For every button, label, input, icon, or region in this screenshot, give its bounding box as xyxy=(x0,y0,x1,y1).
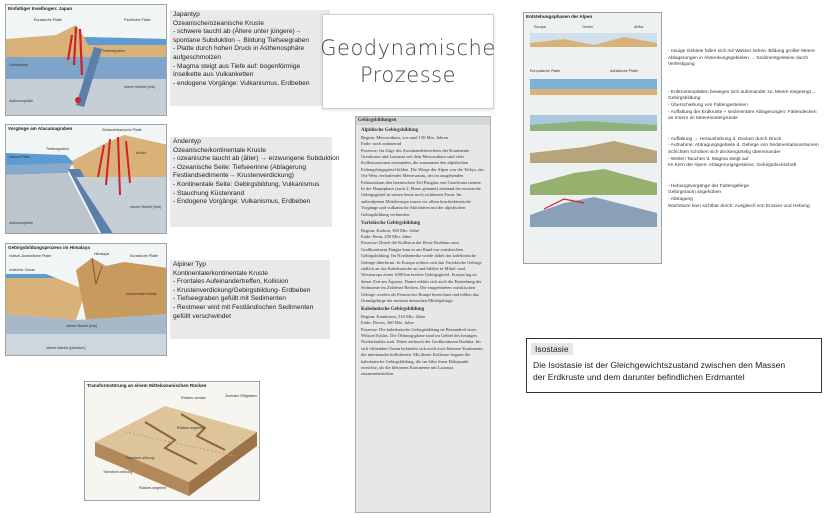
note-line: - neuige Gebiete fallen sich mit Wasser sehen: Bildung großer Meere xyxy=(668,49,815,54)
figure-label: Indischer Ozean xyxy=(9,268,36,272)
note-line: - Kontinentale Seite: Gebirgsbildung, Vulkanismus xyxy=(173,180,320,188)
figure-japan xyxy=(5,4,167,116)
note-line: gefüllt verschwindet xyxy=(173,312,231,320)
note-line: - Magma steigt aus Tiefe auf: bogenförmige xyxy=(173,62,301,70)
title-card xyxy=(322,14,494,109)
note-line: - Frontales Aufeinandertreffen, Kollision xyxy=(173,278,289,286)
section-line: Ende: noch andauernd xyxy=(361,141,402,147)
figure-himalaya xyxy=(5,243,167,356)
note-himalaya xyxy=(170,260,330,339)
figure-label: Ozean xyxy=(582,25,593,29)
figure-label: Tiefseegraben xyxy=(46,147,69,151)
figure-label: Tiefseegraben xyxy=(102,49,125,53)
isostasie-line: der Erdkruste und dem darunter befindlichen Erdmantel xyxy=(533,372,745,382)
note-line: Ozeanische/kontinentale Kruste xyxy=(173,146,267,154)
section-line: Ende: Perm, 250 Mio. Jahre xyxy=(361,233,412,239)
section-line: Ende: Devon, 360 Mio. Jahre xyxy=(361,320,414,326)
note-line: Ablagerungen in Absenkungsgebieten → Sedimentgesteine durch xyxy=(668,55,809,61)
note-line: Alpiner Typ xyxy=(173,261,206,268)
text-column xyxy=(355,116,491,513)
note-line: Andentyp xyxy=(173,138,201,145)
note-line: Im Kern der Alpen: Ablagerungsgesteine, Gebirgsdeckschaft xyxy=(668,163,797,169)
note-line: - Restmeer wird mit Festländischen Sedimenten xyxy=(173,303,314,311)
note-line: Japantyp xyxy=(173,11,200,18)
himalaya-illustration xyxy=(6,244,167,356)
alps-illustration xyxy=(524,13,662,264)
note-line: - Tiefseegraben gefüllt mit Sedimenten xyxy=(173,295,286,303)
section-line: Beginn: Karbon, 360 Mio. Jahre xyxy=(361,227,420,233)
note-line: - Weiten Tauchen d. Magma steigt auf xyxy=(668,156,749,162)
figure-label: Zentraler Riftgraben xyxy=(225,394,257,398)
figure-caption: Vorgänge am Atacamagraben xyxy=(8,126,73,131)
note-line: - Stauchung Küstenrand xyxy=(173,189,245,197)
figure-label: Rücken-segment xyxy=(177,426,205,430)
figure-label: Adriatische Platte xyxy=(610,69,638,73)
figure-label: oberer Mantel (fest) xyxy=(66,324,98,328)
note-line: - schwere taucht ab (Ältere unter jüngere)→ xyxy=(173,28,302,36)
section-text: Prozesse: Die kaledonische Gebirgsbildung ist Bestandteil eines Wilson-Zyklus. Die Öffnungsphase fand im Gebiet des heutigen Nordatlantiks statt. Dabei zerbrach der Großkontinent Rodinia. Im sich öffnenden Ozean befanden sich noch zwei kleinere Kontinente, die miteinander kollidierten. Mit dieser Kollision begann die kaledonische Gebirgsbildung, die im Silur ihren Höhepunkt erreichte, als die kleineren Kontinente mit Laurasia zusammenstießen. xyxy=(361,326,484,377)
figure-label: Asthenosphäre xyxy=(9,221,34,225)
note-line: Verfestigung xyxy=(668,62,695,68)
note-line: Festlandsedimente→ Krustenverdickung) xyxy=(173,172,294,180)
isostasie-box xyxy=(526,338,822,393)
note-line: - Überschiebung von Faltengesteinen xyxy=(668,102,748,108)
section-title: Kaledonische Gebirgsbildung xyxy=(361,307,425,313)
page-title: Prozesse xyxy=(359,62,457,87)
figure-label: Indisch-Australische Platte xyxy=(9,254,52,258)
isostasie-line: Die Isostasie ist der Gleichgewichtszustand zwischen den Massen xyxy=(533,360,786,370)
figure-label: Rücken-versatz xyxy=(181,396,206,400)
figure-label: oberer Mantel (fest) xyxy=(130,205,162,209)
note-andes xyxy=(170,137,340,227)
note-line: aufgeschmolzen xyxy=(173,53,222,61)
figure-label: oberer Mantel (plastisch) xyxy=(46,346,86,350)
note-line: Kontinentale/kontinentale Kruste xyxy=(173,269,268,277)
figure-label: oberer Mantel (fest) xyxy=(124,85,156,89)
figure-label: Himalaya xyxy=(94,252,109,256)
figure-transform xyxy=(84,381,260,501)
section-title: Alpidische Gebirgsbildung xyxy=(361,128,419,134)
figure-label: Rücken-segment xyxy=(139,486,167,490)
figure-label: Südamerikanische Platte xyxy=(102,128,142,132)
figure-label: kontinentale Kruste xyxy=(126,292,157,296)
figure-caption: Entstehungsphasen der Alpen xyxy=(526,14,593,19)
note-line: - Platte durch hohen Druck in Asthenosphäre xyxy=(173,45,305,53)
right-notes xyxy=(668,44,824,240)
note-line: Inselkette aus Vulkanketten xyxy=(173,71,254,79)
note-line: Gebirgsbildung xyxy=(668,96,701,102)
note-line: - endogene Vorgänge: Vulkanismus, Erdbeben xyxy=(173,79,310,87)
figure-label: Europa xyxy=(534,25,546,29)
andes-illustration xyxy=(6,125,167,234)
note-line: - Abtragung xyxy=(668,196,693,202)
figure-caption: Transformstörung an einem Mittelozeanischen Rücken xyxy=(87,383,207,388)
isostasie-title: Isostasie xyxy=(531,343,573,355)
note-line: Gebirgsraum angehoben xyxy=(668,190,722,196)
figure-label: Eurasische Platte xyxy=(130,254,158,258)
figure-label: Anden xyxy=(136,151,147,155)
figure-label: Afrika xyxy=(634,25,644,29)
section-line: Beginn: Kambrium, 510 Mio. Jahre xyxy=(361,313,426,319)
figure-alps xyxy=(523,12,662,264)
figure-label: Lithosphäre xyxy=(9,63,28,67)
section-title: Variskische Gebirgsbildung xyxy=(361,221,421,227)
note-line: - ozeanische taucht ab (älter) → erzwungene Subduktion xyxy=(173,155,340,163)
figure-label: Pazifische Platte xyxy=(124,18,151,22)
figure-label: Asthenosphäre xyxy=(9,99,34,103)
note-line: - Endogene Vorgänge: Vulkanismus, Erdbeben xyxy=(173,198,311,206)
note-line: - Krustenverdickung/Gebirgsbildung- Erdbeben xyxy=(173,286,311,294)
section-text: Prozesse: Im Zuge des Auseinanderbrechens der Kontinente Gondwana und Laurasia seit dem Mesozoikum sind viele Kollisionszonen entstanden, die zusammen den alpidischen Faltengebirgsgürtel bilden. Die Wiege der Alpen war die Tethys, ein Ost-West verlaufender Meeresraum, der im ausgehenden Paläozoikum den lateinischen Teil Pangäas von Gondwana trennte. In der Hauptphase (auch 2. Phase genannt) entstand der eurasische Gebirgsgürtel in seinen heute noch sichtbaren Form. Im außeralpinen Mitteleuropa waren vor allem bruchtektonische Vorgänge und vulkanische Aktivitäten mit der alpidischen Gebirgsbildung verbunden. xyxy=(361,147,484,217)
section-line: Beginn: Mesozoikum, vor rund 150 Mio. Jahren xyxy=(361,134,448,140)
section-text: Prozesse: Durch die Kollision der Reste Rodinias zum Großkontinent Pangäa kam es am Rand zur variskischen Gebirgsbildung. Im Nordamerika wurde dabei das kaledonische Gebirge überformt. In Europa schloss sich das Variskische Gebirge südlich an das Kaledonische an und bildete in Mittel- und Westeuropa einen 1000 km breiten Gebirgsgürtel. Europa lag zu dieser Zeit am Äquator. Damit erklärt sich auch die Entstehung der Sedimente im Zöldener Becken. Die eingeebneten variskischen Gebirge werden als Permischer Rumpf bezeichnet und bilden das Grundgebirge der meisten deutschen Mittelgebirge. xyxy=(361,240,482,303)
note-japan xyxy=(170,10,330,106)
note-line: Wachstum kam sichtbar durch: Ausgleich von Erosion und Hebung xyxy=(668,203,810,209)
note-line: - Ozeanische Seite: Tiefseerinne (Ablagerung xyxy=(173,163,307,171)
figure-caption: Einfaltiger Inselbogen: Japan xyxy=(8,6,73,11)
note-line: Ozeanische/ozeanische Kruste xyxy=(173,19,264,27)
figure-label: Eurasische Platte xyxy=(34,18,62,22)
text-header: Gebirgsbildungen xyxy=(356,117,490,125)
figure-label: Transform-störung xyxy=(103,470,133,474)
note-line: - Aufnahme: Abtragungsgebiete d. Gebirge von Sedimentationsräumen xyxy=(668,143,819,149)
note-line: - Hebungsvorgänge der Faltengebirge xyxy=(668,183,750,189)
note-line: an Innern im Meeresuntergründe xyxy=(668,116,738,122)
figure-andes xyxy=(5,124,167,234)
note-line: Schichten schoben sich deckengürtelig übereinander xyxy=(668,149,781,155)
note-line: - Auffaltung der Erdkruste + sedimentäre Ablagerungen: Faltendecken xyxy=(668,109,817,115)
note-line: spontane Subduktion→ Bildung Tiefseegraben xyxy=(173,36,310,44)
figure-caption: Gebirgsbildungsprozess im Himalaya xyxy=(8,245,90,250)
figure-label: Nazca-Platte xyxy=(9,155,30,159)
transform-illustration xyxy=(85,382,260,501)
figure-label: Transform-störung xyxy=(125,456,155,460)
note-line: - Auffaltung → Heraushebung d. Decken durch Druck xyxy=(668,136,782,142)
page-title: Geodynamische xyxy=(320,35,496,60)
note-line: - Erdkrustenplatten bewegen sich aufeinander zu: Meere eingeengt→ xyxy=(668,89,816,95)
figure-label: Europäische Platte xyxy=(530,69,561,73)
